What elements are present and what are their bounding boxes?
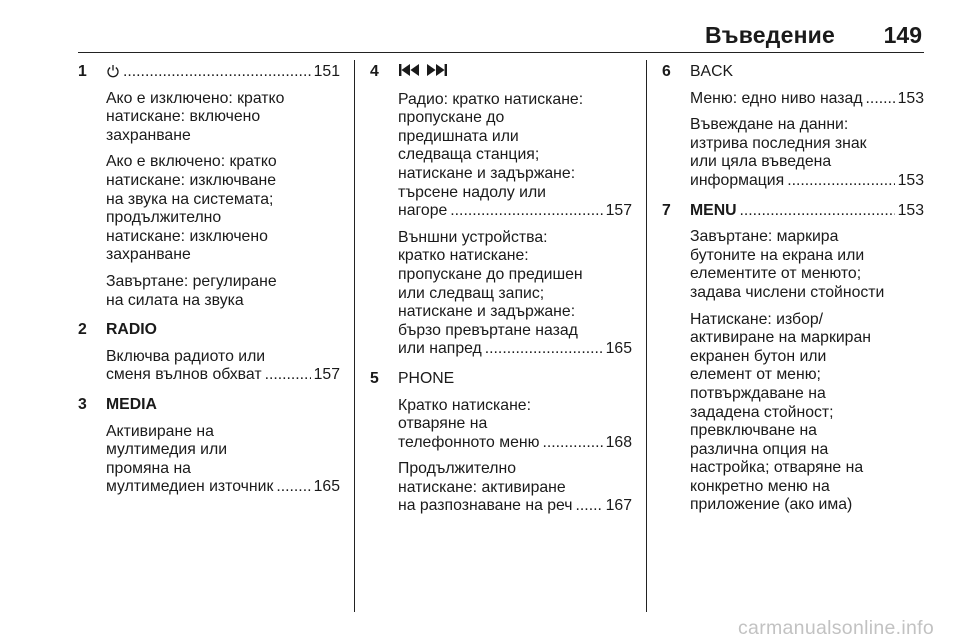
page-reference [106, 366, 340, 385]
page-reference-page: 168 [605, 433, 632, 451]
column-divider-1 [354, 60, 355, 612]
description [690, 311, 924, 516]
description-line: промяна на [106, 459, 191, 477]
page-reference [106, 478, 340, 497]
description-line: Натискане: избор/ [690, 310, 824, 328]
dot-leader [276, 478, 310, 497]
description [106, 153, 340, 265]
page-reference-page: 157 [605, 202, 632, 220]
description-line: захранване [106, 126, 191, 144]
entry-heading [398, 63, 632, 83]
description-line: пропускане до предишен [398, 265, 583, 283]
description-line: елемент от меню; [690, 366, 821, 384]
description-line: екранен бутон или [690, 347, 827, 365]
description-line: Радио: кратко натискане: [398, 90, 584, 108]
heading-icon [106, 63, 120, 82]
description-line: кратко натискане: [398, 247, 529, 265]
description [398, 229, 632, 359]
description [106, 273, 340, 310]
entry-number: 4 [370, 63, 379, 80]
description-line: на силата на звука [106, 291, 244, 309]
description-line: превключване на [690, 422, 817, 440]
page-reference [398, 340, 632, 359]
description-line: бързо превъртане назад [398, 321, 578, 339]
description-line: натискане: изключване [106, 171, 277, 189]
description-line: потвърждаване на [690, 384, 826, 402]
description-line: приложение (ако има) [690, 496, 853, 514]
description-line: или следващ запис; [398, 284, 545, 302]
description [398, 91, 632, 221]
description-line: продължително [106, 209, 222, 227]
page-reference-text: нагоре [398, 202, 448, 220]
description-line: Завъртане: маркира [690, 228, 839, 246]
power-icon [106, 64, 120, 78]
description-line: Включва радиото или [106, 347, 266, 365]
description-line: задава числени стойности [690, 283, 885, 301]
description-line: натискане: включено [106, 108, 261, 126]
control-entry [662, 202, 924, 516]
description-line: или цяла въведена [690, 153, 832, 171]
description-line: Външни устройства: [398, 228, 548, 246]
description-line: натискане: изключено [106, 227, 268, 245]
description-line: на звука на системата; [106, 190, 274, 208]
description-line: елементите от менюто; [690, 265, 862, 283]
media-skip-icons [398, 63, 448, 83]
description-line: Продължително [398, 460, 516, 478]
description-line: пропускане до [398, 109, 505, 127]
description-line: Ако е изключено: кратко [106, 89, 285, 107]
description-line: зададена стойност; [690, 403, 834, 421]
control-entry [78, 396, 340, 497]
entry-number: 5 [370, 369, 379, 387]
description-line: предишната или [398, 127, 519, 145]
watermark: carmanualsonline.info [738, 617, 934, 639]
column-3 [662, 63, 924, 526]
description-line: Ако е включено: кратко [106, 153, 277, 171]
page-reference [398, 202, 632, 221]
page-reference [398, 497, 632, 516]
control-entry [78, 63, 340, 310]
page-reference [690, 172, 924, 191]
dot-leader [123, 63, 311, 82]
entry-heading: RADIO [106, 321, 157, 339]
dot-leader [787, 172, 894, 191]
description-line: отваряне на [398, 415, 488, 433]
description-line: изтрива последния знак [690, 134, 867, 152]
description-line: Активиране на [106, 422, 214, 440]
description-line: мултимедия или [106, 441, 228, 459]
page-reference-page: 153 [897, 89, 924, 107]
entry-heading [690, 202, 924, 221]
dot-leader [265, 366, 311, 385]
description-line: натискане: активиране [398, 478, 566, 496]
description-line: различна опция на [690, 440, 829, 458]
page-reference-text: сменя вълнов обхват [106, 366, 262, 384]
entry-heading: MEDIA [106, 395, 157, 413]
description-line: Завъртане: регулиране [106, 272, 277, 290]
header-title: Въведение [704, 22, 835, 48]
page-reference [690, 90, 924, 109]
description [690, 228, 924, 302]
description-line: следваща станция; [398, 146, 540, 164]
entry-heading [106, 63, 340, 82]
page-reference-page: 153 [897, 171, 924, 189]
page-reference-text: информация [690, 171, 785, 189]
page-reference-page: 167 [605, 497, 632, 515]
description [106, 423, 340, 497]
description [398, 460, 632, 516]
page-reference-text: Меню: едно ниво назад [690, 89, 863, 107]
entry-heading-page: 153 [897, 201, 924, 219]
column-divider-2 [646, 60, 647, 612]
column-2 [370, 63, 632, 527]
description-line: конкретно меню на [690, 477, 830, 495]
control-entry [370, 63, 632, 359]
control-entry [370, 370, 632, 516]
description-line: бутоните на екрана или [690, 246, 865, 264]
description [106, 348, 340, 385]
heading-page: 151 [313, 63, 340, 80]
skip-next-icon [426, 63, 448, 83]
description-line: Въвеждане на данни: [690, 116, 849, 134]
header-rule [78, 52, 924, 53]
dot-leader [576, 497, 603, 516]
description [398, 397, 632, 453]
description-line: натискане и задържане: [398, 164, 576, 182]
entry-number: 1 [78, 63, 87, 80]
page-reference-page: 165 [313, 478, 340, 496]
description-line: захранване [106, 246, 191, 264]
dot-leader [450, 202, 602, 221]
description [690, 90, 924, 109]
dot-leader [866, 90, 895, 109]
dot-leader [542, 434, 602, 453]
entry-number: 3 [78, 395, 87, 413]
description-line: активиране на маркиран [690, 329, 871, 347]
entry-heading-text: MENU [690, 201, 737, 219]
description-line: търсене надолу или [398, 183, 547, 201]
page-reference [398, 434, 632, 453]
dot-leader [740, 202, 895, 221]
entry-number: 6 [662, 63, 671, 80]
description-line: Кратко натискане: [398, 396, 531, 414]
skip-previous-icon [398, 63, 420, 83]
description-line: настройка; отваряне на [690, 459, 864, 477]
control-entry [662, 63, 924, 191]
page-reference-text: на разпознаване на реч [398, 497, 573, 515]
page-reference-text: телефонното меню [398, 433, 540, 451]
entry-heading: BACK [690, 63, 734, 80]
entry-heading: PHONE [398, 369, 455, 387]
page-reference-page: 157 [313, 366, 340, 384]
description-line: натискане и задържане: [398, 303, 576, 321]
page-number: 149 [883, 22, 922, 48]
description [690, 116, 924, 190]
column-1 [78, 63, 340, 508]
entry-number: 7 [662, 201, 671, 219]
page-reference-text: или напред [398, 340, 482, 358]
description [106, 90, 340, 146]
dot-leader [485, 340, 603, 359]
control-entry [78, 321, 340, 385]
entry-number: 2 [78, 321, 87, 339]
page-reference-page: 165 [605, 340, 632, 358]
page-reference-text: мултимедиен източник [106, 478, 274, 496]
